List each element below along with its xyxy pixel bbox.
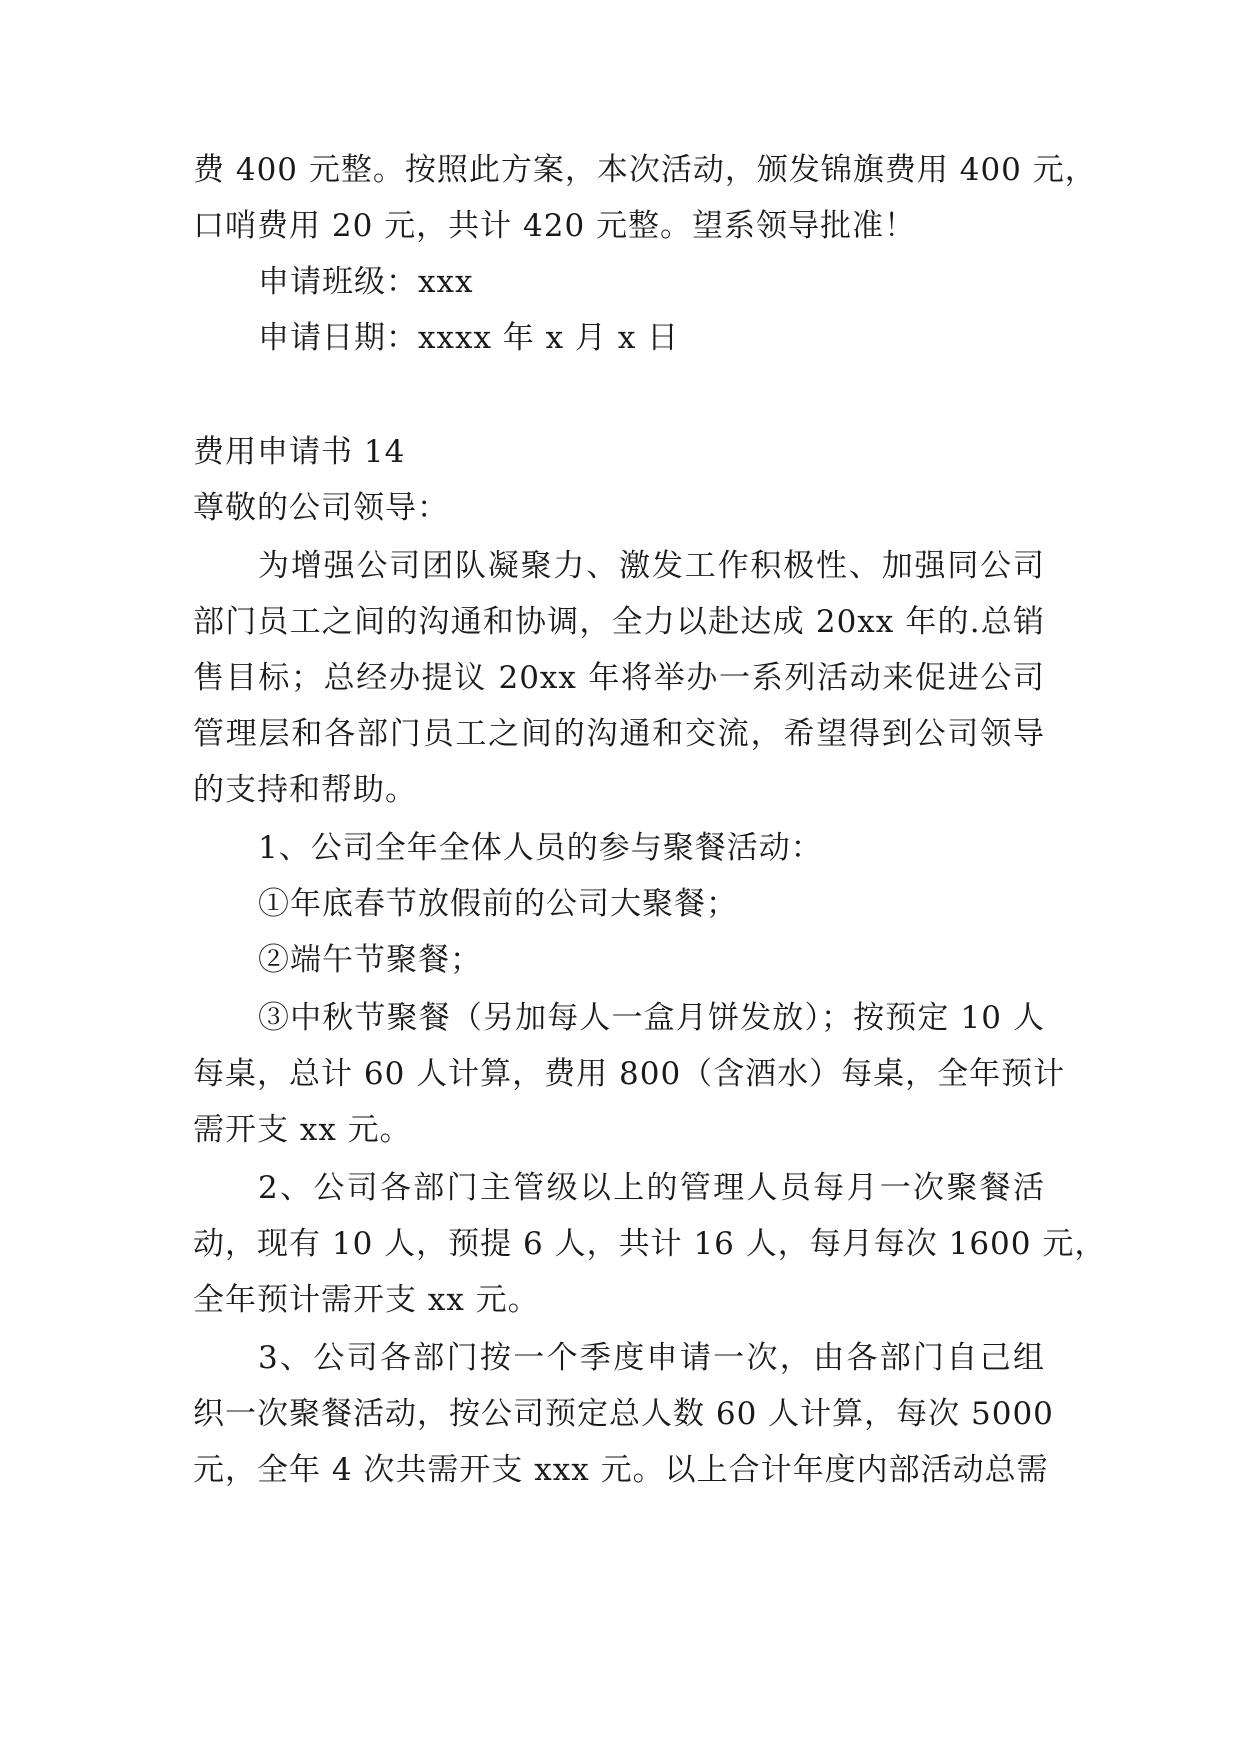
- item2-line-2: 动，现有 10 人，预提 6 人，共计 16 人，每月每次 1600 元，: [193, 1226, 1107, 1262]
- intro-line-2: 部门员工之间的沟通和协调，全力以赴达成 20xx 年的.总销: [193, 604, 1045, 640]
- item3-line-2: 织一次聚餐活动，按公司预定总人数 60 人计算，每次 5000: [193, 1396, 1054, 1432]
- item1-sub1: ①年底春节放假前的公司大聚餐；: [258, 886, 738, 922]
- item2-line-1: 2、公司各部门主管级以上的管理人员每月一次聚餐活: [258, 1170, 1045, 1206]
- top-paragraph-line-2: 口哨费用 20 元，共计 420 元整。望系领导批准！: [193, 208, 917, 244]
- item1-sub3-line-1: ③中秋节聚餐（另加每人一盒月饼发放）；按预定 10 人: [258, 1000, 1045, 1036]
- intro-line-3: 售目标；总经办提议 20xx 年将举办一系列活动来促进公司: [193, 660, 1045, 696]
- applicant-class: 申请班级：xxx: [258, 264, 474, 300]
- item1-sub3-line-3: 需开支 xx 元。: [193, 1112, 412, 1148]
- intro-line-4: 管理层和各部门员工之间的沟通和交流，希望得到公司领导: [193, 716, 1045, 752]
- intro-line-1: 为增强公司团队凝聚力、激发工作积极性、加强同公司: [258, 548, 1045, 584]
- item3-line-1: 3、公司各部门按一个季度申请一次，由各部门自己组: [258, 1340, 1045, 1376]
- intro-line-5: 的支持和帮助。: [193, 772, 417, 808]
- application-date: 申请日期：xxxx 年 x 月 x 日: [258, 320, 680, 356]
- salutation: 尊敬的公司领导：: [193, 490, 449, 526]
- item3-line-3: 元，全年 4 次共需开支 xxx 元。以上合计年度内部活动总需: [193, 1452, 1049, 1488]
- item1-sub3-line-2: 每桌，总计 60 人计算，费用 800（含酒水）每桌，全年预计: [193, 1056, 1066, 1092]
- item1-heading: 1、公司全年全体人员的参与聚餐活动：: [258, 830, 823, 866]
- section-title: 费用申请书 14: [193, 434, 406, 470]
- top-paragraph-line-1: 费 400 元整。按照此方案，本次活动，颁发锦旗费用 400 元，: [193, 152, 1097, 188]
- item1-sub2: ②端午节聚餐；: [258, 942, 482, 978]
- item2-line-3: 全年预计需开支 xx 元。: [193, 1282, 540, 1318]
